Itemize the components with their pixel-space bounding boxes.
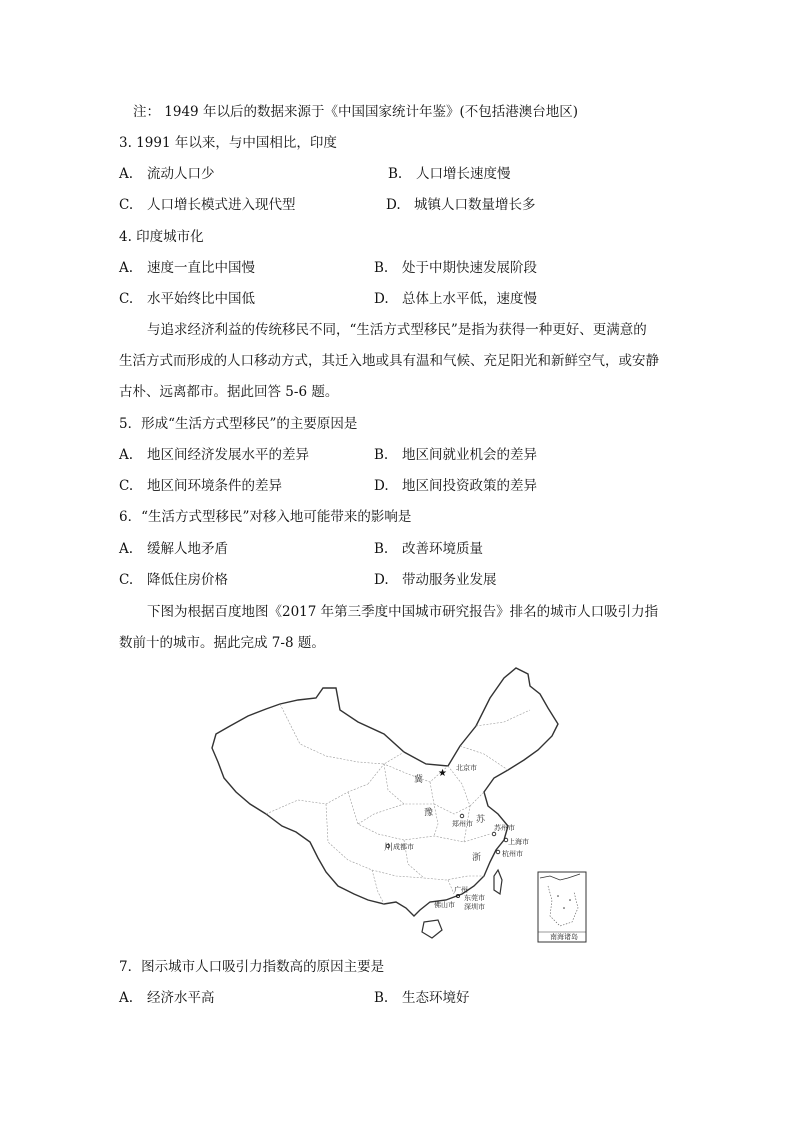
province-borders (266, 704, 530, 904)
option-letter: D. (374, 478, 389, 494)
option-text: 处于中期快速发展阶段 (402, 260, 537, 276)
option-text: 水平始终比中国低 (147, 291, 255, 307)
option-letter: A. (119, 447, 134, 463)
inset-island (563, 907, 565, 909)
option-text: 地区间就业机会的差异 (402, 447, 537, 463)
province-border (470, 792, 484, 806)
q6-option-d (374, 571, 497, 589)
option-letter: A. (119, 166, 134, 182)
option-text: 带动服务业发展 (402, 572, 497, 588)
passage-2-line-2: 数前十的城市。据此完成 7-8 题。 (119, 635, 325, 651)
q4-option-b (374, 259, 537, 277)
option-text: 人口增长模式进入现代型 (147, 197, 296, 213)
province-char-chuan: 川 (384, 843, 394, 853)
q7-option-a (119, 989, 215, 1007)
option-letter: A. (119, 990, 134, 1006)
city-label-shenzhen: 深圳市 (464, 903, 485, 911)
china-outline (212, 668, 558, 916)
option-letter: D. (386, 197, 401, 213)
china-city-map (208, 664, 588, 946)
option-letter: C. (119, 478, 134, 494)
option-letter: A. (119, 260, 134, 276)
option-letter: D. (374, 291, 389, 307)
q6-option-b (374, 540, 483, 558)
province-border (266, 784, 368, 814)
option-letter: D. (374, 572, 389, 588)
inset-label: 南海诸岛 (550, 933, 578, 941)
province-char-su: 苏 (476, 815, 486, 825)
option-letter: B. (374, 990, 389, 1006)
option-text: 经济水平高 (147, 990, 215, 1006)
option-text: 速度一直比中国慢 (147, 260, 255, 276)
option-letter: B. (374, 541, 389, 557)
province-char-yu: 豫 (424, 808, 434, 818)
province-border (476, 710, 530, 726)
south-china-sea-inset (538, 872, 586, 942)
option-text: 地区间经济发展水平的差异 (147, 447, 309, 463)
city-label-shanghai: 上海市 (508, 838, 529, 846)
city-label-dongguan: 东莞市 (464, 894, 485, 902)
option-letter: C. (119, 197, 134, 213)
beijing-star-icon: ★ (438, 768, 447, 779)
q4-option-c (119, 290, 255, 308)
china-map-svg (208, 664, 588, 946)
option-letter: A. (119, 541, 134, 557)
option-text: 降低住房价格 (147, 572, 228, 588)
q7-option-b (374, 989, 470, 1007)
q4-option-a (119, 259, 255, 277)
q5-option-b (374, 446, 537, 464)
inset-frame (538, 872, 586, 942)
option-text: 人口增长速度慢 (416, 166, 511, 182)
passage-1-line-1: 与追求经济利益的传统移民不同，“生活方式型移民”是指为获得一种更好、更满意的 (147, 322, 647, 338)
question-7-stem: 7．图示城市人口吸引力指数高的原因主要是 (119, 959, 385, 975)
option-letter: B. (374, 447, 389, 463)
note-line: 注： 1949 年以后的数据来源于《中国国家统计年鉴》(不包括港澳台地区) (133, 104, 578, 120)
city-label-hangzhou: 杭州市 (502, 850, 523, 858)
option-letter: C. (119, 572, 134, 588)
option-text: 改善环境质量 (402, 541, 483, 557)
city-label-suzhou: 苏州市 (494, 824, 515, 832)
city-label-foshan: 佛山市 (434, 901, 455, 909)
province-border (434, 804, 470, 814)
passage-2-line-1: 下图为根据百度地图《2017 年第三季度中国城市研究报告》排名的城市人口吸引力指 (147, 604, 659, 620)
option-letter: B. (388, 166, 403, 182)
question-3-stem: 3. 1991 年以来，与中国相比，印度 (119, 135, 337, 151)
city-dot-hangzhou (496, 850, 500, 854)
q3-option-b (388, 165, 511, 183)
province-border (448, 766, 470, 842)
option-text: 地区间投资政策的差异 (402, 478, 537, 494)
city-label-zhengzhou: 郑州市 (452, 820, 473, 828)
city-label-beijing: 北京市 (456, 764, 477, 772)
province-border (280, 704, 404, 764)
question-5-stem: 5．形成“生活方式型移民”的主要原因是 (119, 416, 358, 432)
q3-option-c (119, 196, 296, 214)
option-text: 总体上水平低，速度慢 (402, 291, 537, 307)
passage-1-line-2: 生活方式而形成的人口移动方式，其迁入地或具有温和气候、充足阳光和新鲜空气，或安静 (119, 353, 659, 369)
q5-option-a (119, 446, 309, 464)
option-text: 生态环境好 (402, 990, 470, 1006)
option-letter: B. (374, 260, 389, 276)
province-border (368, 764, 448, 784)
inset-island (557, 895, 559, 897)
question-4-stem: 4. 印度城市化 (119, 229, 204, 245)
question-6-stem: 6．“生活方式型移民”对移入地可能带来的影响是 (119, 509, 412, 525)
city-dot-zhengzhou (460, 814, 464, 818)
province-border (348, 792, 490, 842)
option-text: 城镇人口数量增长多 (414, 197, 536, 213)
city-label-chengdu: 成都市 (393, 843, 414, 851)
province-border (358, 804, 404, 824)
city-dot-suzhou (492, 832, 496, 836)
q5-option-d (374, 477, 537, 495)
province-border (372, 870, 384, 904)
q6-option-c (119, 571, 228, 589)
province-char-zhe: 浙 (472, 853, 482, 863)
q6-option-a (119, 540, 228, 558)
q3-option-a (119, 165, 215, 183)
option-text: 缓解人地矛盾 (147, 541, 228, 557)
inset-island (569, 899, 571, 901)
q3-option-d (386, 196, 536, 214)
province-border (326, 804, 424, 878)
q4-option-d (374, 290, 537, 308)
option-text: 地区间环境条件的差异 (147, 478, 282, 494)
city-label-guangzhou: 广州 (454, 886, 468, 894)
hainan-island (422, 920, 442, 938)
province-char-ji: 冀 (414, 775, 424, 785)
passage-1-line-3: 古朴、远离都市。据此回答 5-6 题。 (119, 384, 339, 400)
option-letter: C. (119, 291, 134, 307)
option-text: 流动人口少 (147, 166, 215, 182)
taiwan-island (494, 870, 502, 894)
q5-option-c (119, 477, 282, 495)
province-border (384, 764, 434, 804)
